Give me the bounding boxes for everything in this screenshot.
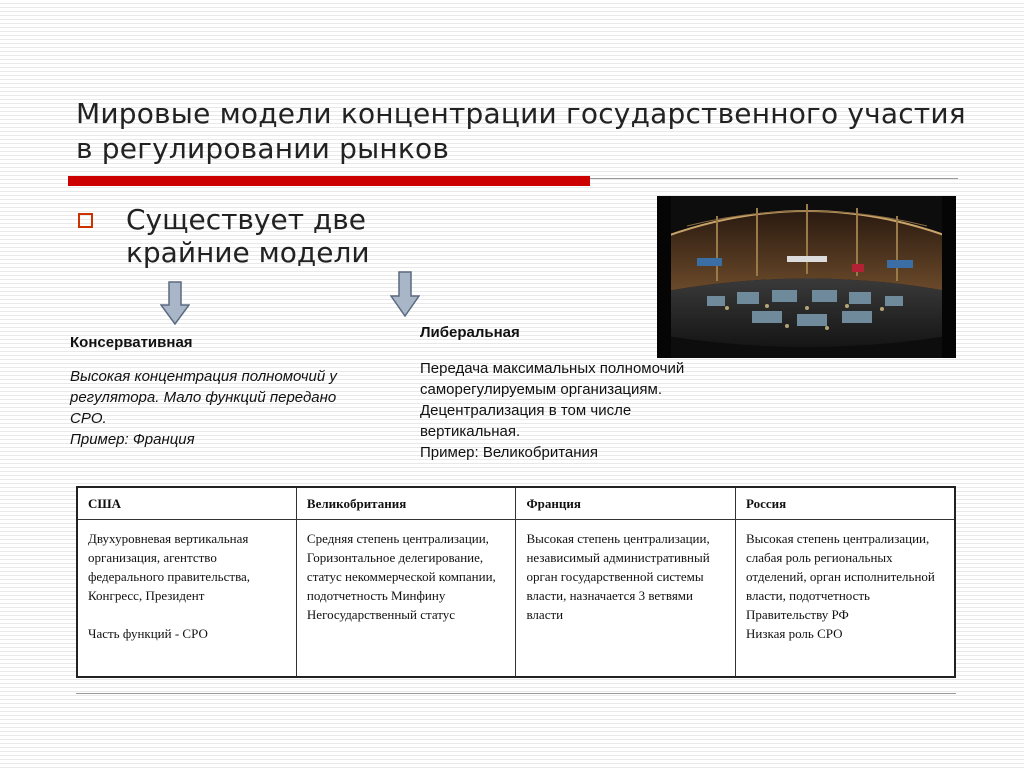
slide-title: Мировые модели концентрации государственного участия в регулировании рынков — [76, 97, 966, 165]
stock-exchange-photo — [657, 196, 956, 358]
liberal-description-text: Передача максимальных полномочий саморегулируемым организациям. Децентрализация в том числе вертикальная. — [420, 360, 685, 440]
table-header-france: Франция — [516, 487, 736, 520]
stock-exchange-image — [657, 196, 956, 358]
arrow-down-icon-liberal — [390, 271, 420, 317]
title-underline-accent — [68, 176, 590, 186]
conservative-description-text: Высокая концентрация полномочий у регулятора. Мало функций передано СРО. — [70, 368, 337, 427]
table-header-uk: Великобритания — [296, 487, 516, 520]
conservative-model-title: Консервативная — [70, 334, 193, 351]
conservative-example-text: Пример: Франция — [70, 431, 195, 448]
table-cell-france: Высокая степень централизации, независимый административный орган государственной системы власти, назначается 3 ветвями власти — [516, 520, 736, 678]
table-header-row — [77, 487, 955, 520]
arrow-down-icon-conservative — [160, 281, 190, 325]
liberal-model-title: Либеральная — [420, 324, 520, 341]
comparison-table — [76, 486, 956, 678]
bullet-square-icon — [78, 213, 93, 228]
table-cell-usa: Двухуровневая вертикальная организация, агентство федерального правительства, Конгресс, Президент Часть функций - СРО — [77, 520, 296, 678]
liberal-model-description — [420, 358, 720, 463]
bullet-text: Существует две крайние модели — [126, 203, 370, 269]
bottom-divider — [76, 693, 956, 694]
table-header-usa: США — [77, 487, 296, 520]
table-row — [77, 520, 955, 678]
conservative-model-description — [70, 366, 370, 450]
table-header-russia: Россия — [736, 487, 956, 520]
title-underline-rule — [590, 178, 958, 179]
liberal-example-text: Пример: Великобритания — [420, 444, 599, 461]
table-cell-uk: Средняя степень централизации, Горизонтальное делегирование, статус некоммерческой компании, подотчетность Минфину Негосударственный статус — [296, 520, 516, 678]
table-cell-russia: Высокая степень централизации, слабая роль региональных отделений, орган исполнительной власти, подотчетность Правительству РФ Низкая роль СРО — [736, 520, 956, 678]
